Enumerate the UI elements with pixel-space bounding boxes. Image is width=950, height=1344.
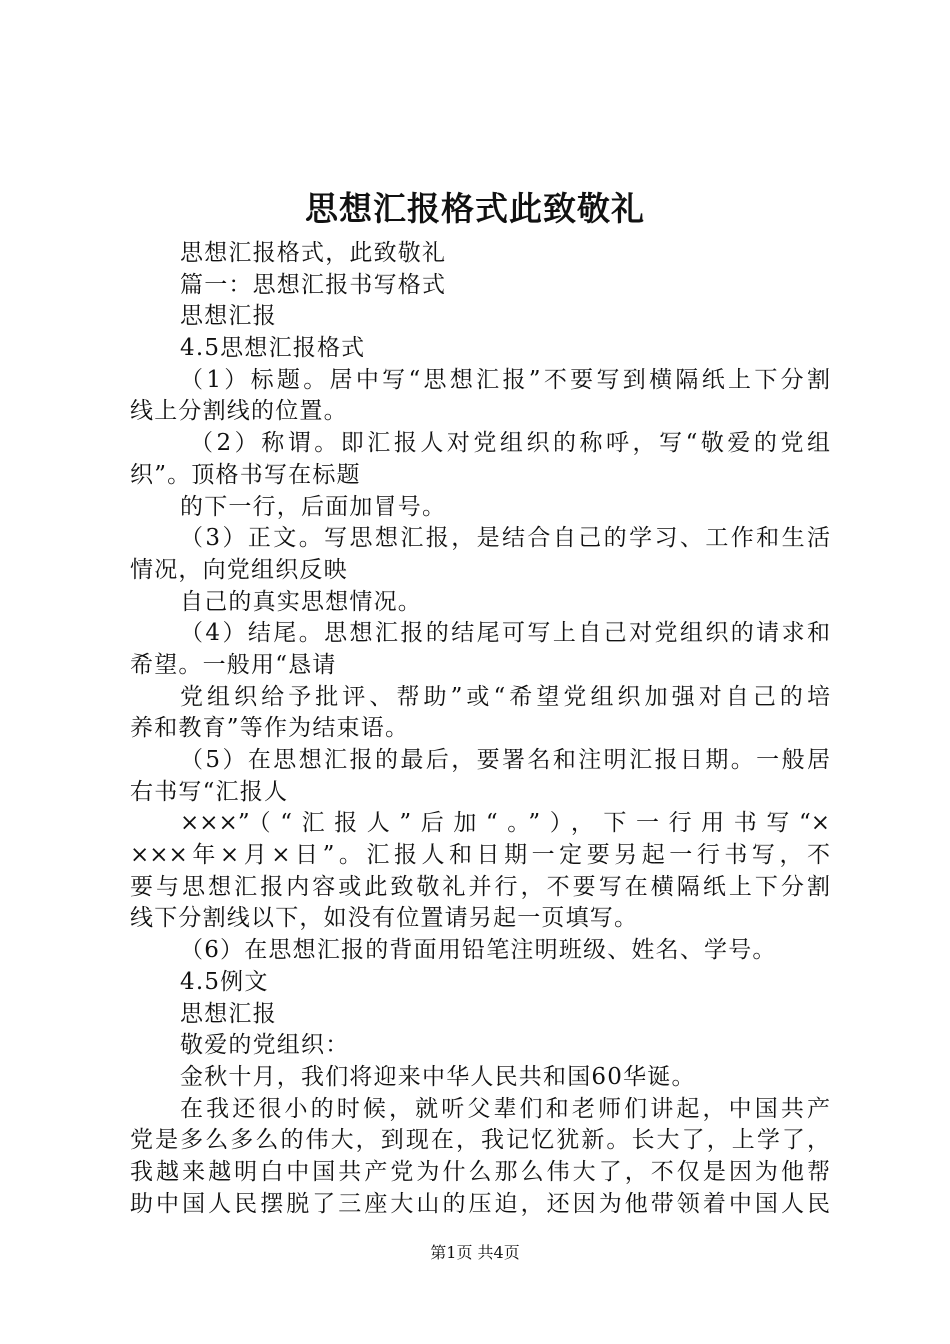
text-line: 4.5思想汇报格式	[180, 335, 366, 362]
text-line: 篇一：思想汇报书写格式	[180, 271, 447, 298]
text-line: 党组织给予批评、帮助”或“希望党组织加强对自己的培	[180, 683, 830, 710]
text-line: 党是多么多么的伟大，到现在，我记忆犹新。长大了，上学了，	[130, 1127, 830, 1154]
text-line: （2）称谓。即汇报人对党组织的称呼，写“敬爱的党组	[190, 430, 830, 457]
text-line: （6）在思想汇报的背面用铅笔注明班级、姓名、学号。	[180, 937, 777, 964]
text-line: 希望。一般用“恳请	[130, 651, 337, 678]
text-line: 金秋十月，我们将迎来中华人民共和国60华诞。	[180, 1063, 696, 1090]
text-line: （1）标题。居中写“思想汇报”不要写到横隔纸上下分割	[180, 366, 830, 393]
text-line: （5）在思想汇报的最后，要署名和注明汇报日期。一般居	[180, 747, 830, 773]
text-line: 线下分割线以下，如没有位置请另起一页填写。	[130, 905, 639, 932]
text-line: 要与思想汇报内容或此致敬礼并行，不要写在横隔纸上下分割	[130, 873, 830, 900]
text-line: 情况，向党组织反映	[130, 556, 348, 583]
text-line: 养和教育”等作为结束语。	[130, 715, 410, 742]
document-body	[130, 238, 830, 1220]
text-line: 自己的真实思想情况。	[180, 588, 422, 615]
text-line: 思想汇报格式，此致敬礼	[180, 240, 447, 266]
text-line: 思想汇报	[180, 1000, 277, 1027]
text-line: 的下一行，后面加冒号。	[180, 493, 447, 520]
page-footer: 第1页 共4页	[430, 1243, 520, 1262]
text-line: ×××”（“汇报人”后加“。”），下一行用书写“×	[180, 810, 830, 837]
text-line: 我越来越明白中国共产党为什么那么伟大了，不仅是因为他帮	[130, 1158, 830, 1185]
text-line: （4）结尾。思想汇报的结尾可写上自己对党组织的请求和	[180, 620, 830, 647]
text-line: 线上分割线的位置。	[130, 398, 348, 425]
text-line: 4.5例文	[180, 968, 269, 995]
text-line: 织”。顶格书写在标题	[130, 461, 361, 488]
text-line: 在我还很小的时候，就听父辈们和老师们讲起，中国共产	[180, 1095, 830, 1122]
text-line: ×××年×月×日”。汇报人和日期一定要另起一行书写，不	[130, 842, 830, 869]
text-line: 敬爱的党组织：	[180, 1032, 350, 1059]
text-line: 右书写“汇报人	[130, 778, 289, 805]
document-title: 思想汇报格式此致敬礼	[305, 189, 645, 228]
text-line: 助中国人民摆脱了三座大山的压迫，还因为他带领着中国人民	[130, 1190, 830, 1217]
text-line: 思想汇报	[180, 303, 277, 330]
text-line: （3）正文。写思想汇报，是结合自己的学习、工作和生活	[180, 525, 830, 552]
